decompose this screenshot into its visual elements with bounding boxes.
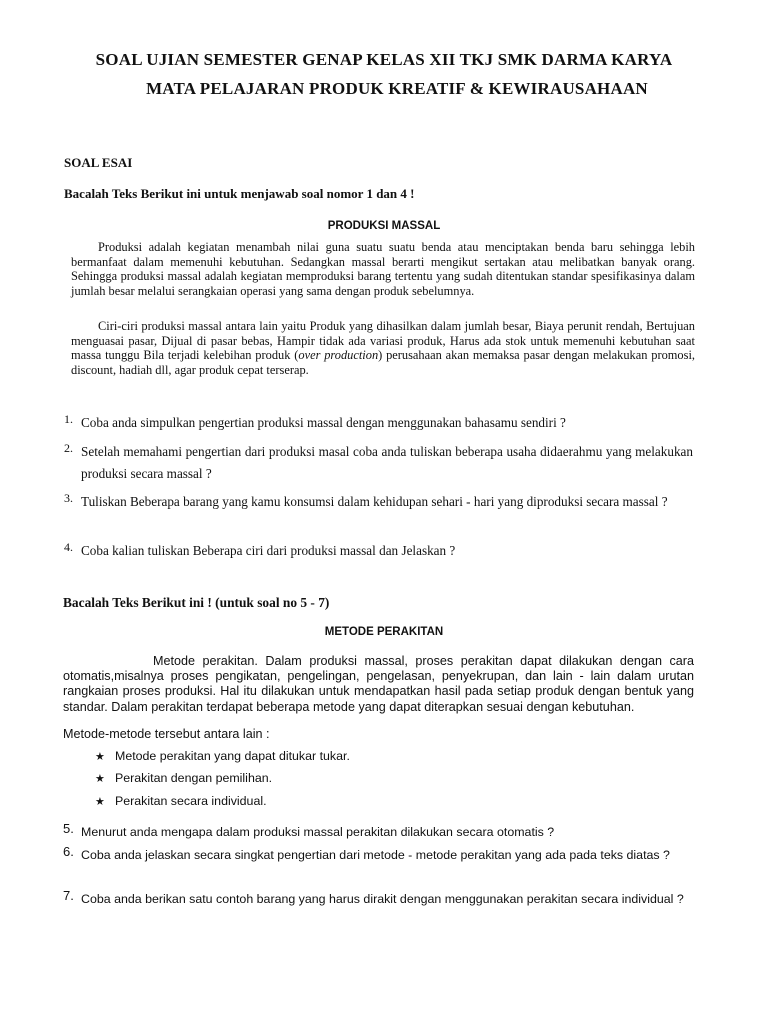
text2-p1-text: Metode perakitan. Dalam produksi massal, proses perakitan dapat dilakukan dengan cara otomatis,misalnya proses pengikatan, pengelingan, pengelasan, penyekrupan, dan lain - lain dalam urutan rangkaian proses produksi. Hal itu dilakukan untuk mendapatkan hasil pada setiap produk dengan bentuk yang standar. Dalam perakitan terdapat beberapa metode yang dapat diterapkan sesuai dengan kebutuhan. bbox=[63, 654, 694, 714]
star-bullet-icon: ★ bbox=[95, 773, 105, 785]
text1-paragraph-2 bbox=[71, 319, 695, 377]
text1-p2-end: ) perusahaan akan memaksa pasar dengan melakukan promosi, discount, hadiah dll, agar produk cepat terserap. bbox=[71, 348, 695, 377]
question-number: 4. bbox=[64, 540, 73, 554]
method-label: Perakitan secara individual. bbox=[115, 794, 267, 808]
document-subtitle: MATA PELAJARAN PRODUK KREATIF & KEWIRAUSAHAAN bbox=[146, 79, 648, 98]
text1-p2-start: Ciri-ciri produksi massal antara lain yaitu Produk yang dihasilkan dalam jumlah besar, Biaya perunit rendah, Bertujuan menguasai pasar, Dijual di pasar bebas, Hampir tidak ada variasi produk, Harus ada stok untuk memenuhi kebutuhan saat massa tunggu Bila terjadi kelebihan produk ( bbox=[71, 319, 695, 363]
question-number: 3. bbox=[64, 491, 73, 505]
question-text: Coba anda berikan satu contoh barang yang harus dirakit dengan menggunakan perakitan secara individual ? bbox=[81, 892, 684, 906]
section-label: SOAL ESAI bbox=[64, 155, 133, 170]
text1-paragraph-1: Produksi adalah kegiatan menambah nilai guna suatu suatu benda atau menciptakan benda baru sehingga lebih bermanfaat dalam memenuhi kebutuhan. Sedangkan massal berarti mengikut sertakan atau melibatkan banyak orang. Sehingga produksi massal adalah kegiatan memproduksi barang tertentu yang sudah ditentukan standar spesifikasinya dalam jumlah besar melalui serangkaian operasi yang sama dengan produk sebelumnya. bbox=[71, 240, 695, 298]
star-bullet-icon: ★ bbox=[95, 796, 105, 808]
question-text: Coba anda jelaskan secara singkat pengertian dari metode - metode perakitan yang ada pada teks diatas ? bbox=[81, 848, 670, 862]
text2-title: METODE PERAKITAN bbox=[324, 626, 444, 638]
question-text: Tuliskan Beberapa barang yang kamu konsumsi dalam kehidupan sehari - hari yang diproduksi secara massal ? bbox=[81, 494, 668, 509]
question-text: Setelah memahami pengertian dari produksi masal coba anda tuliskan beberapa usaha didaerahmu yang melakukan produksi secara massal ? bbox=[81, 444, 693, 481]
question-number: 1. bbox=[64, 412, 73, 426]
question-text: Coba kalian tuliskan Beberapa ciri dari produksi massal dan Jelaskan ? bbox=[81, 543, 456, 558]
methods-lead: Metode-metode tersebut antara lain : bbox=[63, 727, 270, 741]
star-bullet-icon: ★ bbox=[95, 751, 105, 763]
text1-title: PRODUKSI MASSAL bbox=[327, 220, 441, 232]
document-title: SOAL UJIAN SEMESTER GENAP KELAS XII TKJ SMK DARMA KARYA bbox=[95, 50, 673, 69]
question-number: 7. bbox=[63, 888, 74, 903]
question-number: 2. bbox=[64, 441, 73, 455]
question-number: 5. bbox=[63, 821, 74, 836]
instruction-2: Bacalah Teks Berikut ini ! (untuk soal no 5 - 7) bbox=[63, 595, 330, 610]
text1-p2-italic: over production bbox=[298, 348, 379, 363]
method-label: Metode perakitan yang dapat ditukar tukar. bbox=[115, 749, 350, 763]
question-text: Coba anda simpulkan pengertian produksi massal dengan menggunakan bahasamu sendiri ? bbox=[81, 415, 566, 430]
method-item bbox=[95, 771, 272, 785]
text2-paragraph-1 bbox=[63, 654, 694, 715]
instruction-1: Bacalah Teks Berikut ini untuk menjawab soal nomor 1 dan 4 ! bbox=[64, 186, 415, 201]
question-text: Menurut anda mengapa dalam produksi massal perakitan dilakukan secara otomatis ? bbox=[81, 825, 555, 839]
method-item bbox=[95, 749, 350, 763]
question-number: 6. bbox=[63, 844, 74, 859]
method-label: Perakitan dengan pemilihan. bbox=[115, 771, 273, 785]
method-item bbox=[95, 794, 267, 808]
